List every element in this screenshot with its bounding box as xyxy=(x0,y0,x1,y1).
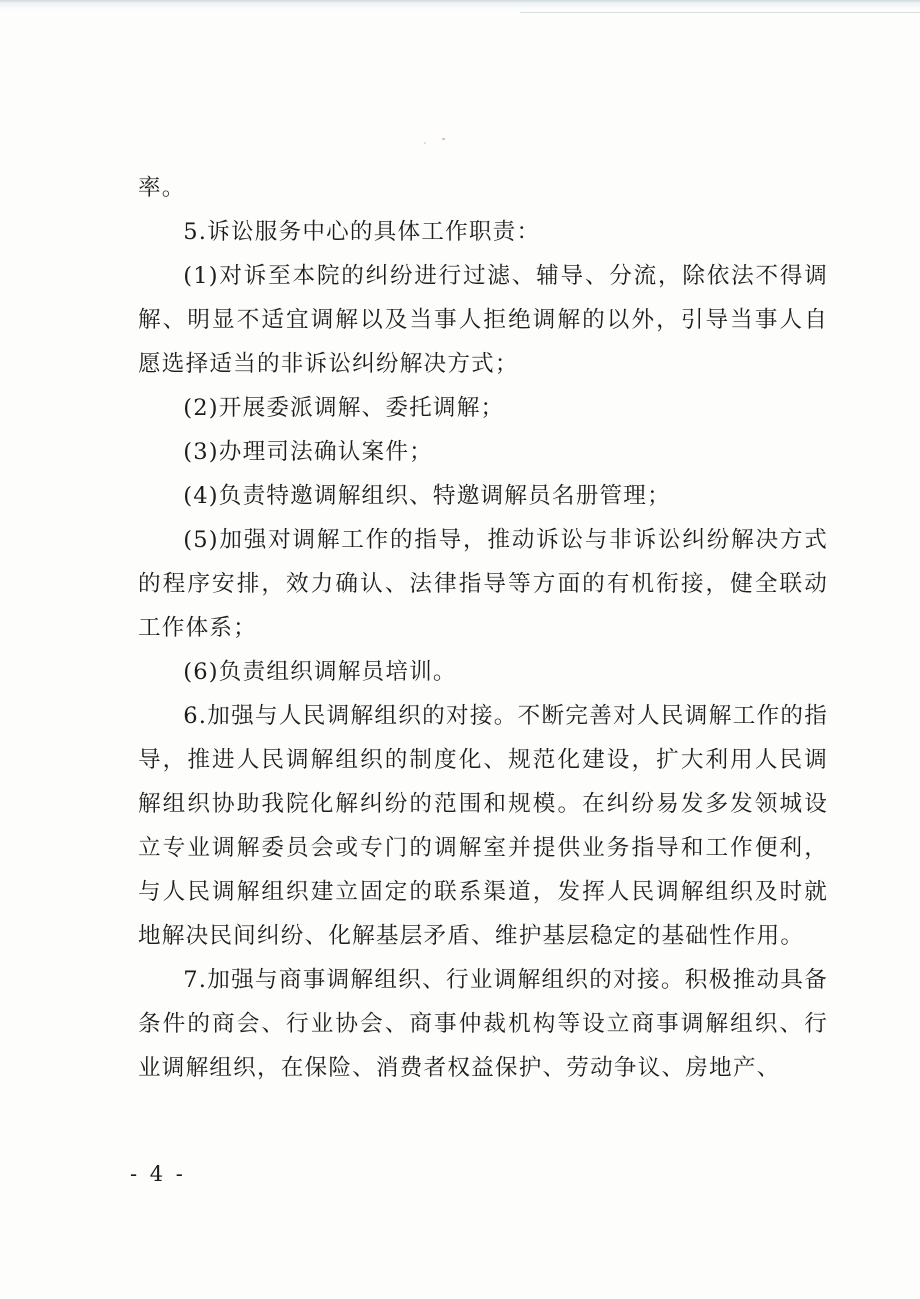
paragraph-duty-5: (5)加强对调解工作的指导，推动诉讼与非诉讼纠纷解决方式的程序安排，效力确认、法律指导等方面的有机衔接，健全联动工作体系； xyxy=(138,527,828,641)
paragraph-item-7: 7.加强与商事调解组织、行业调解组织的对接。积极推动具备条件的商会、行业协会、商事仲裁机构等设立商事调解组织、行业调解组织，在保险、消费者权益保护、劳动争议、房地产、 xyxy=(138,967,828,1081)
scan-artifact-line xyxy=(520,12,920,13)
paragraph-duty-4: (4)负责特邀调解组织、特邀调解员名册管理； xyxy=(183,483,671,509)
document-body xyxy=(138,166,828,1090)
scan-speck xyxy=(424,142,426,144)
paragraph-item-6: 6.加强与人民调解组织的对接。不断完善对人民调解工作的指导，推进人民调解组织的制度化、规范化建设，扩大利用人民调解组织协助我院化解纠纷的范围和规模。在纠纷易发多发领城设立专业调解委员会或专门的调解室并提供业务指导和工作便利，与人民调解组织建立固定的联系渠道，发挥人民调解组织及时就地解决民间纠纷、化解基层矛盾、维护基层稳定的基础性作用。 xyxy=(138,703,828,949)
paragraph-duty-1: (1)对诉至本院的纠纷进行过滤、辅导、分流，除依法不得调解、明显不适宜调解以及当事人拒绝调解的以外，引导当事人自愿选择适当的非诉讼纠纷解决方式； xyxy=(138,263,828,377)
scan-speck xyxy=(442,138,445,140)
paragraph-continuation: 率。 xyxy=(138,175,186,201)
paragraph-duty-2: (2)开展委派调解、委托调解； xyxy=(183,395,505,421)
paragraph-item-5: 5.诉讼服务中心的具体工作职责： xyxy=(183,219,541,245)
scan-top-edge xyxy=(0,0,920,10)
page-number: - 4 - xyxy=(130,1162,186,1186)
paragraph-duty-3: (3)办理司法确认案件； xyxy=(183,439,433,465)
paragraph-duty-6: (6)负责组织调解员培训。 xyxy=(183,659,457,685)
